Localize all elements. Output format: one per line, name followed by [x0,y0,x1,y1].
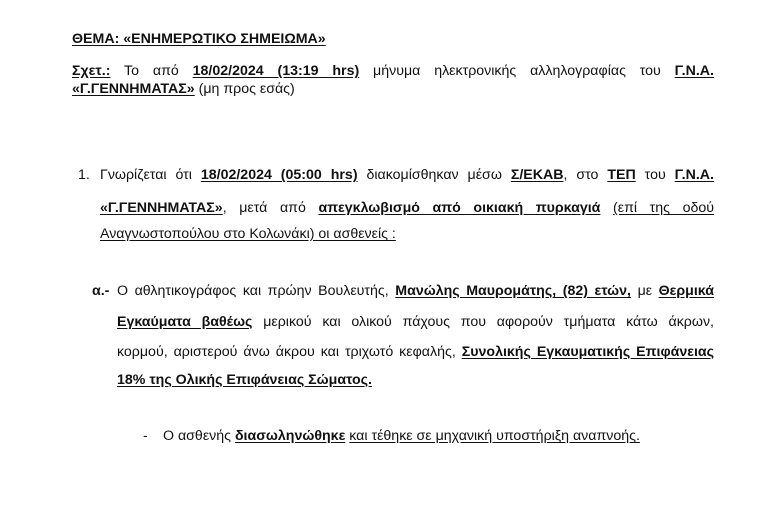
reference-note: (μη προς εσάς) [198,81,295,97]
document-title: ΘΕΜΑ: «ΕΝΗΜΕΡΩΤΙΚΟ ΣΗΜΕΙΩΜΑ» [72,31,326,47]
intubated: διασωληνώθηκε [234,428,346,444]
patient-name: Μανώλης Μαυρομάτης, (82) ετών, [395,283,631,299]
reference-date: 18/02/2024 (13:19 hrs) [192,63,360,79]
paragraph1-hospital: Γ.Ν.Α. [674,167,714,183]
item-a-text: Ο αθλητικογράφος και πρώην Βουλευτής, [117,283,389,299]
reference-line-1 [72,62,714,80]
item-a-line-1 [117,282,714,300]
paragraph1-text: διακομίσθηκαν μέσω [366,167,502,183]
reference-org: Γ.Ν.Α. [674,63,714,79]
paragraph1-line-1 [100,166,714,184]
paragraph1-rescue: απεγκλωβισμό από οικιακή πυρκαγιά [318,200,601,216]
paragraph1-date: 18/02/2024 (05:00 hrs) [200,167,358,183]
paragraph1-street-open: (επί της οδού [613,200,714,216]
subitem-text-a: Ο ασθενής [163,428,231,444]
paragraph1-text: Γνωρίζεται ότι [100,167,192,183]
subitem-text [163,427,640,445]
burns-depth: Εγκαύματα βαθέως [117,314,253,330]
paragraph1-text: του [644,167,666,183]
item-a-text: μερικού και ολικού πάχους που αφορούν τμήματα κάτω άκρων, [263,314,714,330]
paragraph1-tep: ΤΕΠ [607,167,636,183]
subitem-dash: - [143,428,148,444]
burns-type: Θερμικά [658,283,714,299]
paragraph1-text: , μετά από [222,200,306,216]
reference-line-2 [72,80,295,98]
item-a-text: κορμού, αριστερού άνω άκρου και τριχωτό κεφαλής, [117,344,456,360]
item-a-line-2 [117,313,714,331]
reference-text: Το από [124,63,179,79]
reference-text-2: μήνυμα ηλεκτρονικής αλληλογραφίας του [373,63,661,79]
subitem-text-b: και τέθηκε σε μηχανική υποστήριξη αναπνοής. [349,428,640,444]
paragraph1-hospital-name: «Γ.ΓΕΝΝΗΜΑΤΑΣ» [100,200,223,216]
reference-org-name: «Γ.ΓΕΝΝΗΜΑΤΑΣ» [72,81,195,97]
reference-label: Σχετ.: [72,63,111,79]
item-a-label: α.- [92,283,110,299]
paragraph-number: 1. [78,167,90,183]
paragraph1-text: , στο [563,167,599,183]
burn-percentage: 18% της Ολικής Επιφάνειας Σώματος. [117,372,372,388]
paragraph1-ekab: Σ/ΕΚΑΒ [510,167,564,183]
item-a-text: με [637,283,653,299]
paragraph1-line-2 [100,199,714,217]
paragraph1-line-3: Αναγνωστοπούλου στο Κολωνάκι) οι ασθενείς : [100,226,396,242]
item-a-line-3 [117,343,714,361]
total-burn-surface: Συνολικής Εγκαυματικής Επιφάνειας [461,344,714,360]
